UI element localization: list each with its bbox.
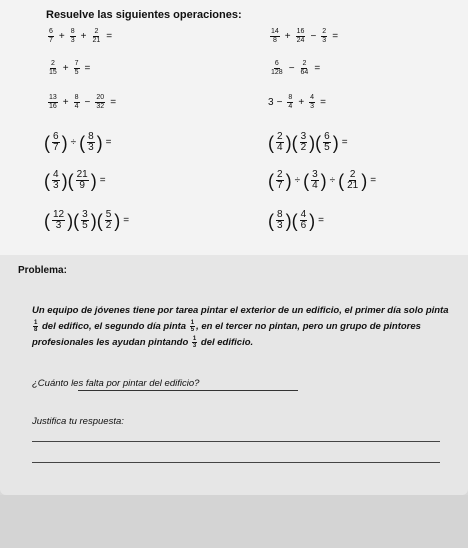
operator: = <box>99 175 106 186</box>
denominator: 3 <box>53 180 59 191</box>
parenthesis: ) <box>309 132 316 153</box>
exercise-10 <box>268 170 379 191</box>
operator: + <box>62 97 69 108</box>
fraction <box>48 60 58 77</box>
parenthesis: ( <box>315 132 322 153</box>
exercise-9 <box>44 170 109 191</box>
parenthesis: ) <box>61 132 68 153</box>
operator: = <box>318 215 324 226</box>
numerator: 1 <box>190 319 195 326</box>
text-segment: , en el tercer no pintan, pero un grupo de pintores profesionales les ayudan pintando <box>32 321 421 348</box>
fraction <box>270 28 280 45</box>
text-segment: del edifico, el segundo día pinta <box>41 321 187 332</box>
parenthesis: ) <box>285 132 292 153</box>
parenthesis: ( <box>268 132 274 153</box>
numerator: 2 <box>302 60 307 67</box>
exercise-3 <box>46 60 93 77</box>
numerator: 20 <box>96 94 105 101</box>
parenthesis: ( <box>73 210 80 231</box>
denominator: 7 <box>277 180 283 191</box>
fraction <box>287 94 293 111</box>
fraction <box>323 132 331 153</box>
operator: − <box>288 63 295 74</box>
fraction <box>300 60 310 77</box>
denominator: 3 <box>55 220 62 231</box>
operator: = <box>123 215 130 226</box>
exercise-6 <box>268 94 329 111</box>
fraction <box>95 94 105 111</box>
fraction <box>276 170 284 191</box>
fraction <box>92 28 102 45</box>
fraction <box>309 94 315 111</box>
numerator: 6 <box>274 60 279 67</box>
exercise-11 <box>44 210 132 231</box>
denominator: 8 <box>34 326 38 333</box>
parenthesis: ) <box>285 210 292 231</box>
numerator: 2 <box>277 169 283 180</box>
parenthesis: ( <box>291 210 298 231</box>
denominator: 8 <box>272 37 277 44</box>
fraction <box>300 210 308 231</box>
denominator: 4 <box>288 103 293 110</box>
numerator: 1 <box>34 319 38 326</box>
problem-question <box>32 377 232 390</box>
operator: ÷ <box>294 175 301 186</box>
text-segment: del edificio. <box>200 337 254 348</box>
exercise-7 <box>44 132 114 153</box>
fraction <box>70 28 76 45</box>
parenthesis: ) <box>320 170 327 191</box>
fraction <box>52 132 60 153</box>
numerator: 5 <box>105 209 112 220</box>
fraction <box>87 132 95 153</box>
fraction <box>296 28 306 45</box>
denominator: 5 <box>82 220 88 231</box>
operator: = <box>105 137 112 148</box>
operator: − <box>84 97 91 108</box>
fraction <box>190 320 195 333</box>
fraction <box>52 170 60 191</box>
justify-label: Justifica tu respuesta: <box>32 416 124 427</box>
denominator: 3 <box>310 103 315 110</box>
numerator: 21 <box>76 169 88 180</box>
denominator: 64 <box>300 69 309 76</box>
parenthesis: ) <box>114 210 121 231</box>
numerator: 2 <box>277 131 283 142</box>
numerator: 2 <box>349 169 356 180</box>
operator: = <box>341 137 348 148</box>
numerator: 4 <box>300 209 307 220</box>
parenthesis: ) <box>67 210 74 231</box>
denominator: 9 <box>79 180 85 191</box>
exercise-1 <box>46 28 115 45</box>
numerator: 16 <box>296 28 305 35</box>
denominator: 4 <box>74 103 79 110</box>
fraction <box>105 210 113 231</box>
fraction <box>311 170 319 191</box>
fraction <box>48 94 58 111</box>
operator: + <box>62 63 69 74</box>
numerator: 12 <box>53 209 65 220</box>
numerator: 6 <box>324 131 330 142</box>
fraction <box>192 336 197 349</box>
operator: − <box>276 97 283 108</box>
denominator: 5 <box>190 326 195 333</box>
parenthesis: ( <box>44 210 50 231</box>
operator: + <box>80 31 87 42</box>
numerator: 8 <box>70 28 75 35</box>
numerator: 7 <box>74 60 79 67</box>
parenthesis: ( <box>268 170 274 191</box>
page-title: Resuelve las siguientes operaciones: <box>46 9 242 21</box>
numerator: 13 <box>49 94 57 101</box>
numerator: 4 <box>53 169 59 180</box>
operator: ÷ <box>329 175 336 186</box>
parenthesis: ) <box>309 210 316 231</box>
parenthesis: ) <box>90 170 97 191</box>
exercise-8 <box>268 132 351 153</box>
numerator: 2 <box>94 28 99 35</box>
fraction <box>33 320 38 333</box>
denominator: 32 <box>96 103 105 110</box>
denominator: 2 <box>105 220 112 231</box>
parenthesis: ( <box>44 132 50 153</box>
denominator: 3 <box>70 37 75 44</box>
denominator: 3 <box>322 37 327 44</box>
operator: = <box>370 175 377 186</box>
denominator: 5 <box>74 69 79 76</box>
denominator: 21 <box>92 37 101 44</box>
denominator: 3 <box>277 220 283 231</box>
denominator: 16 <box>49 103 57 110</box>
text-segment: ¿Cuánto les falta por pintar del edificio? <box>32 378 200 389</box>
fraction <box>81 210 89 231</box>
parenthesis: ( <box>303 170 310 191</box>
numerator: 6 <box>53 131 59 142</box>
fraction <box>48 28 54 45</box>
operator: − <box>310 31 317 42</box>
parenthesis: ( <box>67 170 74 191</box>
denominator: 2 <box>300 142 307 153</box>
denominator: 21 <box>347 180 359 191</box>
numerator: 1 <box>192 335 197 342</box>
numerator: 8 <box>74 94 79 101</box>
denominator: 128 <box>271 69 283 76</box>
numerator: 14 <box>271 28 279 35</box>
exercise-4 <box>268 60 323 77</box>
denominator: 4 <box>312 180 318 191</box>
parenthesis: ( <box>96 210 103 231</box>
denominator: 6 <box>300 220 307 231</box>
fraction <box>74 94 80 111</box>
numerator: 2 <box>50 60 55 67</box>
problem-statement <box>32 303 452 351</box>
operator: + <box>284 31 291 42</box>
parenthesis: ) <box>61 170 68 191</box>
text-segment: 3 <box>268 97 274 108</box>
numerator: 4 <box>310 94 315 101</box>
answer-line-2[interactable] <box>32 462 440 463</box>
denominator: 7 <box>53 142 59 153</box>
operator: ÷ <box>70 137 77 148</box>
numerator: 3 <box>312 169 318 180</box>
fraction <box>52 210 65 231</box>
parenthesis: ( <box>44 170 50 191</box>
fraction <box>76 170 89 191</box>
denominator: 7 <box>49 37 53 44</box>
fraction <box>276 132 284 153</box>
denominator: 15 <box>49 69 57 76</box>
problem-heading: Problema: <box>18 265 67 276</box>
exercise-2 <box>268 28 341 45</box>
fraction <box>74 60 80 77</box>
denominator: 3 <box>192 342 197 349</box>
operator: = <box>110 97 117 108</box>
fraction <box>321 28 327 45</box>
operator: = <box>314 63 321 74</box>
parenthesis: ) <box>90 210 97 231</box>
denominator: 5 <box>324 142 330 153</box>
worksheet-problem-area <box>0 255 468 495</box>
operator: = <box>106 31 113 42</box>
parenthesis: ( <box>338 170 345 191</box>
numerator: 8 <box>88 131 94 142</box>
numerator: 3 <box>300 131 307 142</box>
operator: = <box>320 97 326 108</box>
background-band <box>0 495 468 548</box>
exercise-5 <box>46 94 119 111</box>
operator: = <box>84 63 91 74</box>
parenthesis: ) <box>96 132 103 153</box>
numerator: 6 <box>49 28 53 35</box>
exercise-12 <box>268 210 327 231</box>
denominator: 4 <box>277 142 283 153</box>
parenthesis: ( <box>79 132 86 153</box>
fraction <box>346 170 359 191</box>
operator: = <box>332 31 339 42</box>
operator: + <box>58 31 65 42</box>
denominator: 24 <box>296 37 305 44</box>
parenthesis: ( <box>291 132 298 153</box>
numerator: 8 <box>277 209 283 220</box>
numerator: 3 <box>82 209 88 220</box>
answer-line-1[interactable] <box>32 441 440 442</box>
answer-blank-line[interactable] <box>78 390 298 391</box>
fraction <box>276 210 284 231</box>
parenthesis: ( <box>268 210 274 231</box>
denominator: 3 <box>88 142 94 153</box>
fraction <box>270 60 284 77</box>
text-segment: Un equipo de jóvenes tiene por tarea pintar el exterior de un edificio, el primer día solo pinta <box>32 305 449 316</box>
fraction <box>300 132 308 153</box>
numerator: 8 <box>288 94 293 101</box>
parenthesis: ) <box>361 170 368 191</box>
parenthesis: ) <box>285 170 292 191</box>
operator: + <box>298 97 305 108</box>
numerator: 2 <box>322 28 327 35</box>
parenthesis: ) <box>332 132 339 153</box>
